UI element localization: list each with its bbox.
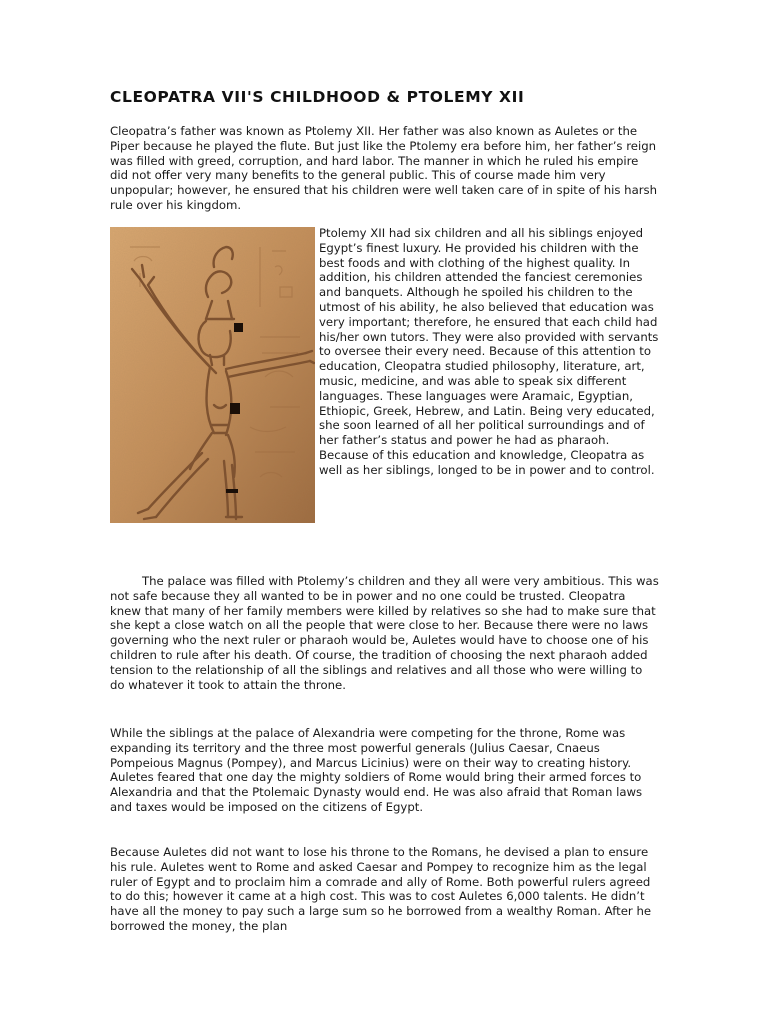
stone-gap	[230, 403, 240, 414]
paragraph-education: Ptolemy XII had six children and all his siblings enjoyed Egypt’s finest luxury. He provided his children with the best foods and with clothing of the highest quality. In addition, his children attended the fanciest ceremonies and banquets. Although he spoiled his children to the utmost of his ability, he also believed that education was very important; therefore, he ensured that each child had his/her own tutors. They were also provided with servants to oversee their every need. Because of this attention to education, Cleopatra studied philosophy, literature, art, music, medicine, and was able to speak six different languages. These languages were Aramaic, Egyptian, Ethiopic, Greek, Hebrew, and Latin. Being very educated, she soon learned of all her political surroundings and of her father’s status and power he had as pharaoh. Because of this education and knowledge, Cleopatra as well as her siblings, longed to be in power and to control.	[319, 226, 659, 477]
relief-illustration	[110, 227, 315, 523]
paragraph-rome: While the siblings at the palace of Alexandria were competing for the throne, Rome was expanding its territory and the three most powerful generals (Julius Caesar, Cnaeus Pompeious Magnus (Pompey), and Marcus Licinius) were on their way to creating history. Auletes feared that one day the mighty soldiers of Rome would bring their armed forces to Alexandria and that the Ptolemaic Dynasty would end. He was also afraid that Roman laws and taxes would be imposed on the citizens of Egypt.	[110, 726, 643, 814]
paragraph-plan: Because Auletes did not want to lose his throne to the Romans, he devised a plan to ensure his rule. Auletes went to Rome and asked Caesar and Pompey to recognize him as the legal ruler of Egypt and to proclaim him a comrade and ally of Rome. Both powerful rulers agreed to do this; however it came at a high cost. This was to cost Auletes 6,000 talents. He didn’t have all the money to pay such a large sum so he borrowed from a wealthy Roman. After he borrowed the money, the plan	[110, 845, 652, 933]
paragraph-intro: Cleopatra’s father was known as Ptolemy XII. Her father was also known as Auletes or the Piper because he played the flute. But just like the Ptolemy era before him, her father’s reign was filled with greed, corruption, and hard labor. The manner in which he ruled his empire did not offer very many benefits to the general public. This of course made him very unpopular; however, he ensured that his children were well taken care of in spite of his harsh rule over his kingdom.	[110, 124, 658, 212]
page-title: CLEOPATRA VII'S CHILDHOOD & PTOLEMY XII	[110, 88, 525, 106]
relief-image	[110, 227, 315, 523]
paragraph-palace: The palace was filled with Ptolemy’s children and they all were very ambitious. This was not safe because they all wanted to be in power and no one could be trusted. Cleopatra knew that many of her family members were killed by relatives so she had to make sure that she kept a close watch on all the people that were close to her. Because there were no laws governing who the next ruler or pharaoh would be, Auletes would have to choose one of his children to rule after his death. Of course, the tradition of choosing the next pharaoh added tension to the relationship of all the siblings and relatives and all those who were willing to do whatever it took to attain the throne.	[110, 574, 659, 692]
stone-texture	[110, 227, 315, 523]
stone-gap	[234, 323, 243, 332]
stone-gap	[226, 489, 238, 493]
